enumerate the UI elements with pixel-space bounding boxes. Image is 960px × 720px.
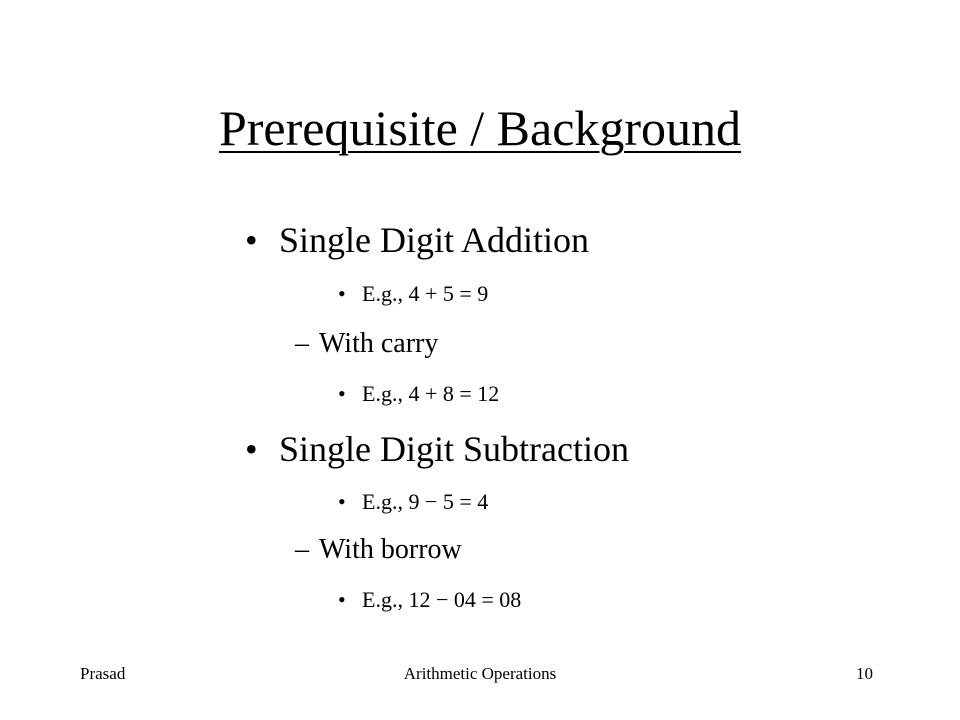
sub-item-text: With borrow: [319, 534, 462, 565]
bullet-item-subtraction: [245, 427, 629, 471]
example-item: [338, 380, 499, 408]
dash-marker: –: [295, 534, 309, 565]
footer-author: Prasad: [80, 664, 126, 683]
example-text: E.g., 4 + 8 = 12: [362, 381, 500, 406]
sub-item-with-borrow: [295, 532, 462, 568]
bullet-marker: •: [338, 281, 346, 306]
bullet-marker: •: [338, 587, 346, 612]
slide-title: Prerequisite / Background: [218, 100, 742, 156]
bullet-text: Single Digit Subtraction: [279, 429, 629, 469]
footer-topic: Arithmetic Operations: [403, 664, 557, 683]
example-text: E.g., 9 − 5 = 4: [362, 489, 489, 514]
bullet-marker: •: [338, 381, 346, 406]
footer-page-number: 10: [856, 664, 873, 683]
example-text: E.g., 12 − 04 = 08: [362, 587, 522, 612]
example-item: [338, 280, 488, 308]
sub-item-text: With carry: [319, 328, 439, 359]
example-text: E.g., 4 + 5 = 9: [362, 281, 489, 306]
example-item: [338, 586, 521, 614]
bullet-item-addition: [245, 218, 589, 262]
example-item: [338, 488, 488, 516]
bullet-marker: •: [245, 429, 258, 469]
bullet-marker: •: [245, 220, 258, 260]
bullet-marker: •: [338, 489, 346, 514]
bullet-text: Single Digit Addition: [279, 220, 590, 260]
dash-marker: –: [295, 328, 309, 359]
sub-item-with-carry: [295, 326, 438, 362]
